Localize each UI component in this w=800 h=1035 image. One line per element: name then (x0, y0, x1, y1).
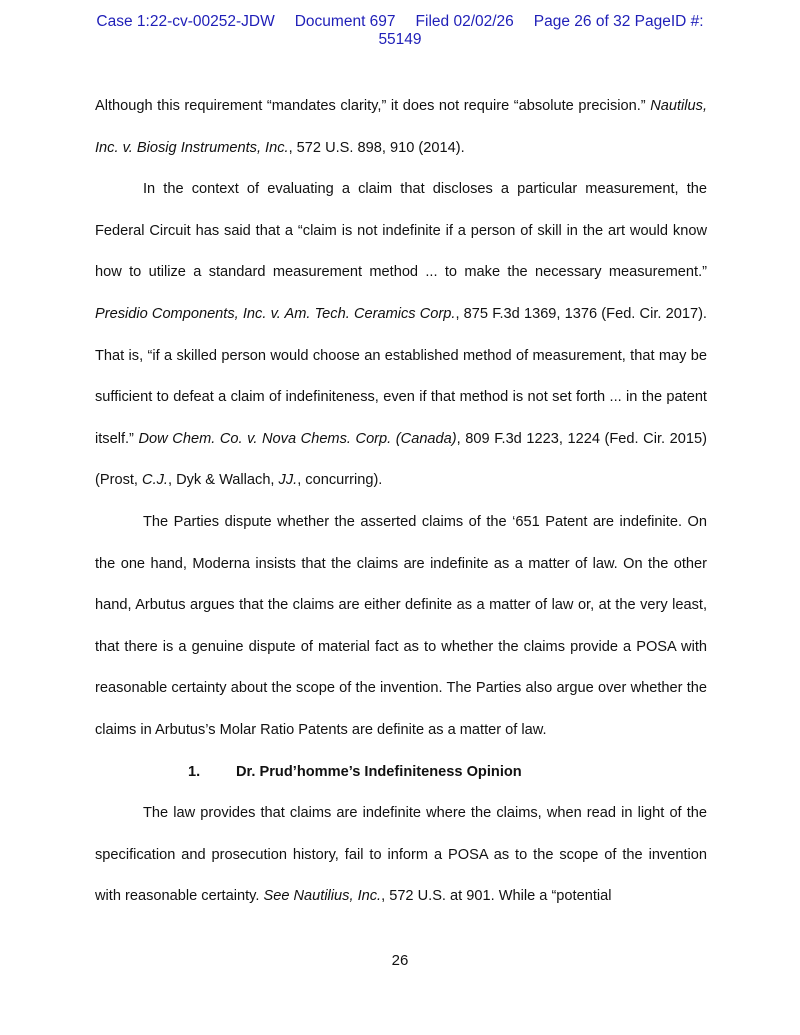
section-heading (95, 752, 707, 794)
document-body (95, 86, 707, 918)
case-header (0, 13, 800, 49)
paragraph-1: Although this requirement “mandates clarity,” it does not require “absolute precision.” Nautilus, Inc. v. Biosig Instruments, Inc., 572 U.S. 898, 910 (2014). (95, 98, 707, 156)
page-id: 55149 (378, 31, 422, 48)
paragraph-3: The Parties dispute whether the asserted claims of the ‘651 Patent are indefinite. On the one hand, Moderna insists that the claims are indefinite as a matter of law. On the other hand, Arbutus argues that the claims are either definite as a matter of law or, at the very least, that there is a genuine dispute of material fact as to whether the claims provide a POSA with reasonable certainty about the scope of the invention. The Parties also argue over whether the claims in Arbutus’s Molar Ratio Patents are definite as a matter of law. (95, 513, 707, 738)
section-title: Dr. Prud’homme’s Indefiniteness Opinion (236, 763, 522, 780)
case-citation: See Nautilius, Inc. (263, 888, 382, 905)
page-number: 26 (391, 952, 409, 969)
section-number: 1. (188, 763, 201, 780)
case-citation: Nautilus, Inc. v. Biosig Instruments, Inc. (95, 98, 707, 156)
paragraph-4: The law provides that claims are indefinite where the claims, when read in light of the specification and prosecution history, fail to inform a POSA as to the scope of the invention with reasonable certainty. See Nautilius, Inc., 572 U.S. at 901. While a “potential (95, 805, 707, 905)
case-number: Case 1:22-cv-00252-JDW (96, 13, 275, 30)
case-citation: Dow Chem. Co. v. Nova Chems. Corp. (Canada) (138, 430, 457, 447)
paragraph-2: In the context of evaluating a claim that discloses a particular measurement, the Federal Circuit has said that a “claim is not indefinite if a person of skill in the art would know how to utilize a standard measurement method ... to make the necessary measurement.” Presidio Components, Inc. v. Am. Tech. Ceramics Corp., 875 F.3d 1369, 1376 (Fed. Cir. 2017). That is, “if a skilled person would choose an established method of measurement, that may be sufficient to defeat a claim of indefiniteness, even if that method is not set forth ... in the patent itself.” Dow Chem. Co. v. Nova Chems. Corp. (Canada), 809 F.3d 1223, 1224 (Fed. Cir. 2015) (Prost, C.J., Dyk & Wallach, JJ., concurring). (95, 181, 707, 489)
page-info: Page 26 of 32 PageID #: (533, 13, 704, 30)
filed-date: Filed 02/02/26 (415, 13, 514, 30)
case-citation: Presidio Components, Inc. v. Am. Tech. Ceramics Corp. (95, 305, 456, 322)
document-number: Document 697 (294, 13, 396, 30)
